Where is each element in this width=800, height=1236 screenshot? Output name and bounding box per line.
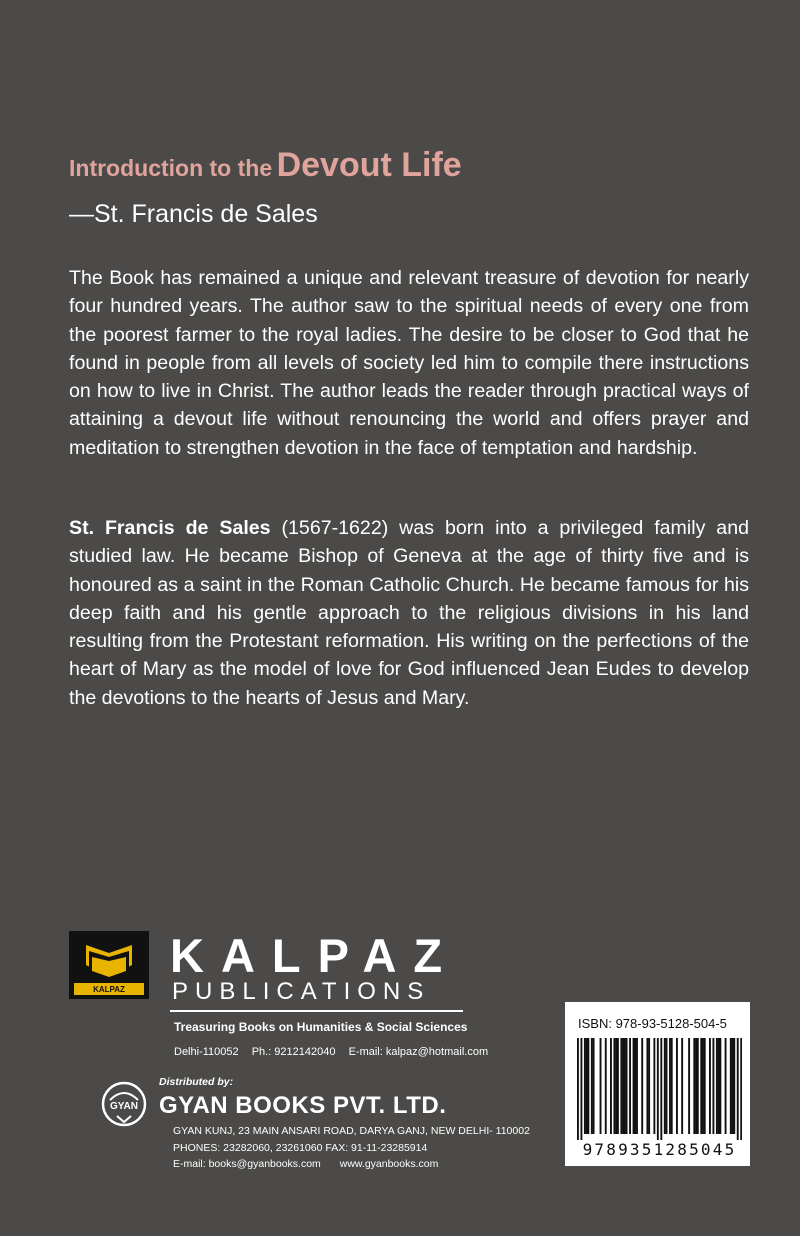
publisher-divider (170, 1010, 463, 1012)
barcode-bar (733, 1038, 735, 1134)
kalpaz-logo-text: KALPAZ (93, 985, 125, 994)
title-prefix: Introduction to the (69, 155, 273, 181)
distributor-website: www.gyanbooks.com (339, 1158, 439, 1170)
barcode-bar (613, 1038, 615, 1134)
title-main: Devout Life (276, 146, 462, 184)
publisher-phone: Ph.: 9212142040 (251, 1046, 336, 1058)
barcode-bar (586, 1038, 588, 1134)
author-bio-text: (1567-1622) was born into a privileged family and studied law. He became Bishop of Geneva at the age of thirty five and is honoured as a saint in the Roman Catholic Church. He became famous for his deep faith and his gentle approach to the religious divisions in his land resulting from the Protestant reformation. His writing on the perfections of the heart of Mary as the model of love for God influenced Jean Eudes to develop the devotions to the hearts of Jesus and Mary. (69, 517, 749, 709)
barcode-bar (657, 1038, 659, 1140)
barcode-bar (600, 1038, 602, 1134)
distributor-phones: PHONES: 23282060, 23261060 FAX: 91-11-23285914 (173, 1142, 428, 1154)
book-title (69, 146, 462, 185)
barcode-bar (676, 1038, 678, 1134)
barcode-bar (716, 1038, 718, 1134)
author-bio (69, 514, 749, 712)
barcode-bar (620, 1038, 622, 1134)
barcode-bar (697, 1038, 699, 1134)
author-bio-name: St. Francis de Sales (69, 517, 271, 539)
barcode-bar (624, 1038, 626, 1134)
publisher-name: KALPAZ (170, 929, 460, 982)
publisher-city: Delhi-110052 (174, 1046, 239, 1058)
open-book-icon (69, 931, 149, 999)
barcode-bar (704, 1038, 706, 1134)
barcode-bar (725, 1038, 727, 1134)
distributor-name: GYAN BOOKS PVT. LTD. (159, 1092, 447, 1119)
barcode-bar (648, 1038, 650, 1134)
barcode-bar (732, 1038, 734, 1134)
barcode-bar (626, 1038, 628, 1134)
barcode-bar (577, 1038, 579, 1140)
publisher-contact (174, 1046, 498, 1058)
distributed-label: Distributed by: (159, 1076, 234, 1088)
barcode-bar (610, 1038, 612, 1134)
barcode-bar (712, 1038, 714, 1134)
barcode-bar (622, 1038, 624, 1134)
barcode-bar (709, 1038, 711, 1134)
barcode-bar (669, 1038, 671, 1134)
barcode-bar (591, 1038, 593, 1134)
publisher-tagline: Treasuring Books on Humanities & Social Sciences (174, 1020, 468, 1034)
author-name: —St. Francis de Sales (69, 200, 318, 228)
distributor-email: E-mail: books@gyanbooks.com (173, 1158, 321, 1170)
barcode-digits: 9789351285045 (582, 1140, 737, 1159)
publisher-subtitle: PUBLICATIONS (172, 978, 431, 1005)
barcode-bar (617, 1038, 619, 1134)
barcode-bar (584, 1038, 586, 1134)
isbn-label: ISBN: 978-93-5128-504-5 (578, 1016, 727, 1031)
barcode-bar (633, 1038, 635, 1134)
barcode-bar (702, 1038, 704, 1134)
publisher-email: E-mail: kalpaz@hotmail.com (348, 1046, 489, 1058)
barcode-bar (636, 1038, 638, 1134)
barcode-bar (688, 1038, 690, 1134)
barcode-bar (700, 1038, 702, 1134)
barcode-bar (605, 1038, 607, 1134)
distributor-contact (173, 1158, 454, 1170)
barcode-bar (719, 1038, 721, 1134)
barcode-bar (737, 1038, 739, 1140)
barcode-bar (587, 1038, 589, 1134)
gyan-emblem-icon (100, 1080, 148, 1132)
barcode-bar (615, 1038, 617, 1134)
barcode-bar (653, 1038, 655, 1134)
barcode-bar (681, 1038, 683, 1134)
barcode-bar (695, 1038, 697, 1134)
barcode-bar (664, 1038, 666, 1134)
barcode-bar (740, 1038, 742, 1140)
kalpaz-logo (69, 931, 149, 999)
barcode-bar (580, 1038, 582, 1140)
barcode-bar (666, 1038, 668, 1134)
book-description: The Book has remained a unique and relevant treasure of devotion for nearly four hundred years. The author saw to the spiritual needs of every one from the poorest farmer to the royal ladies. The desire to be closer to God that he found in people from all levels of society led him to compile there instructions on how to live in Christ. The author leads the reader through practical ways of attaining a devout life without renouncing the world and offers prayer and meditation to strengthen devotion in the face of temptation and hardship. (69, 267, 749, 459)
gyan-logo (100, 1080, 148, 1137)
barcode-bar (693, 1038, 695, 1134)
barcode-bar (593, 1038, 595, 1134)
barcode-bar (660, 1038, 662, 1140)
barcode-bar (718, 1038, 720, 1134)
barcode-bar (671, 1038, 673, 1134)
barcode-bar (730, 1038, 732, 1134)
barcode-bar (629, 1038, 631, 1134)
gyan-logo-text: GYAN (110, 1101, 138, 1112)
distributor-address: GYAN KUNJ, 23 MAIN ANSARI ROAD, DARYA GANJ, NEW DELHI- 110002 (173, 1125, 530, 1137)
barcode-bar (646, 1038, 648, 1134)
barcode-bar (641, 1038, 643, 1134)
barcode-bar (634, 1038, 636, 1134)
barcode-icon (577, 1038, 742, 1140)
isbn-barcode-block (565, 1002, 750, 1166)
